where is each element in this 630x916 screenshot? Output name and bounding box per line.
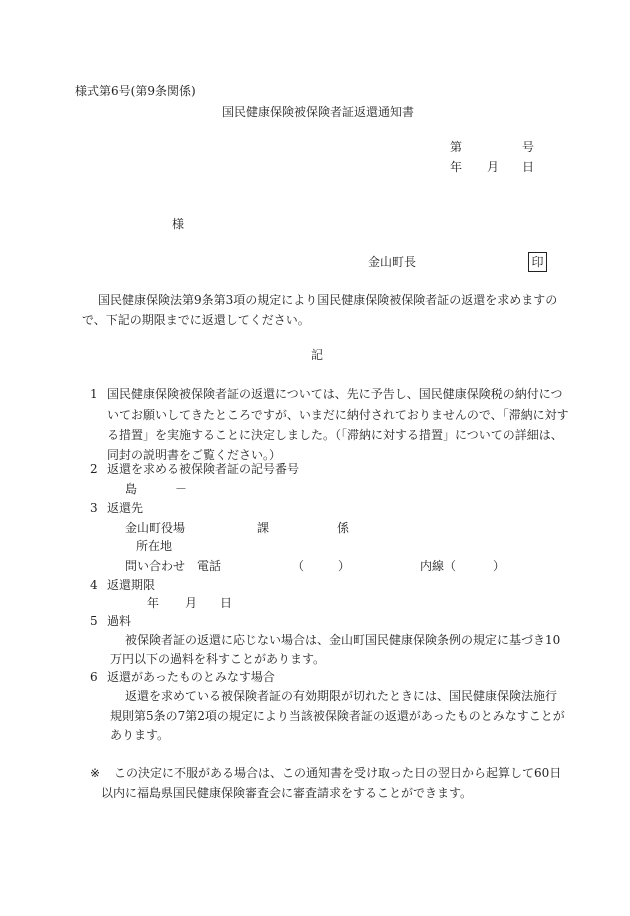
office-name: 金山町役場 xyxy=(125,521,186,535)
office-kakari: 係 xyxy=(337,521,350,535)
item1-line-1: 国民健康保険被保険者証の返還については、先に予告し、国民健康保険税の納付につ xyxy=(107,387,563,401)
item6-line-3: あります。 xyxy=(110,728,170,742)
recipient-suffix: 様 xyxy=(172,217,185,231)
document-title: 国民健康保険被保険者証返還通知書 xyxy=(222,105,415,119)
deadline-day: 日 xyxy=(220,596,233,610)
note-line-1: この決定に不服がある場合は、この通知書を受け取った日の翌日から起算して60日 xyxy=(114,766,562,780)
intro-line-2: で、下記の期限までに返還してください。 xyxy=(82,313,310,327)
item3-heading: 返還先 xyxy=(107,501,144,515)
item4-number: 4 xyxy=(90,578,98,592)
form-number: 様式第6号(第9条関係) xyxy=(75,84,196,98)
extension-close: ） xyxy=(493,559,506,573)
address-label: 所在地 xyxy=(136,539,173,553)
symbol-dash: － xyxy=(175,482,188,496)
deadline-month: 月 xyxy=(185,596,198,610)
deadline-year: 年 xyxy=(147,596,160,610)
item6-heading: 返還があったものとみなす場合 xyxy=(107,670,275,684)
item1-line-2: いてお願いしてきたところですが、いまだに納付されておりませんので、「滞納に対す xyxy=(107,408,569,422)
contact-label: 問い合わせ 電話 xyxy=(125,559,222,573)
seal-box: 印 xyxy=(528,252,547,272)
item6-line-2: 規則第5条の7第2項の規定により当該被保険者証の返還があったものとみなすことが xyxy=(110,709,565,723)
item5-heading: 過料 xyxy=(107,614,132,628)
date-day: 日 xyxy=(522,160,535,174)
date-month: 月 xyxy=(487,160,500,174)
item2-number: 2 xyxy=(90,462,98,476)
item2-heading: 返還を求める被保険者証の記号番号 xyxy=(107,462,300,476)
intro-line-1: 国民健康保険法第9条第3項の規定により国民健康保険被保険者証の返還を求めますの xyxy=(98,293,558,307)
issuer-name: 金山町長 xyxy=(368,255,417,269)
phone-paren-open: （ xyxy=(292,559,305,573)
item5-line-2: 万円以下の過料を科すことがあります。 xyxy=(110,652,326,666)
item3-number: 3 xyxy=(90,501,98,515)
item6-line-1: 返還を求めている被保険者証の有効期限が切れたときには、国民健康保険法施行 xyxy=(125,689,558,703)
item6-number: 6 xyxy=(90,670,98,684)
item1-line-3: る措置」を実施することに決定しました。（「滞納に対する措置」についての詳細は、 xyxy=(107,428,563,442)
item1-line-4: 同封の説明書をご覧ください。） xyxy=(107,448,282,462)
office-ka: 課 xyxy=(257,521,270,535)
symbol-prefix: 島 xyxy=(125,482,138,496)
note-mark: ※ xyxy=(90,766,101,780)
ki-heading: 記 xyxy=(311,348,324,362)
note-line-2: 以内に福島県国民健康保険審査会に審査請求をすることができます。 xyxy=(101,786,473,800)
item1-number: 1 xyxy=(90,387,98,401)
extension-open: 内線（ xyxy=(420,559,457,573)
date-year: 年 xyxy=(450,160,463,174)
doc-number-dai: 第 xyxy=(450,140,463,154)
item4-heading: 返還期限 xyxy=(107,578,156,592)
phone-paren-close: ） xyxy=(338,559,351,573)
item5-number: 5 xyxy=(90,614,98,628)
doc-number-go: 号 xyxy=(522,140,535,154)
item5-line-1: 被保険者証の返還に応じない場合は、金山町国民健康保険条例の規定に基づき10 xyxy=(125,633,561,647)
